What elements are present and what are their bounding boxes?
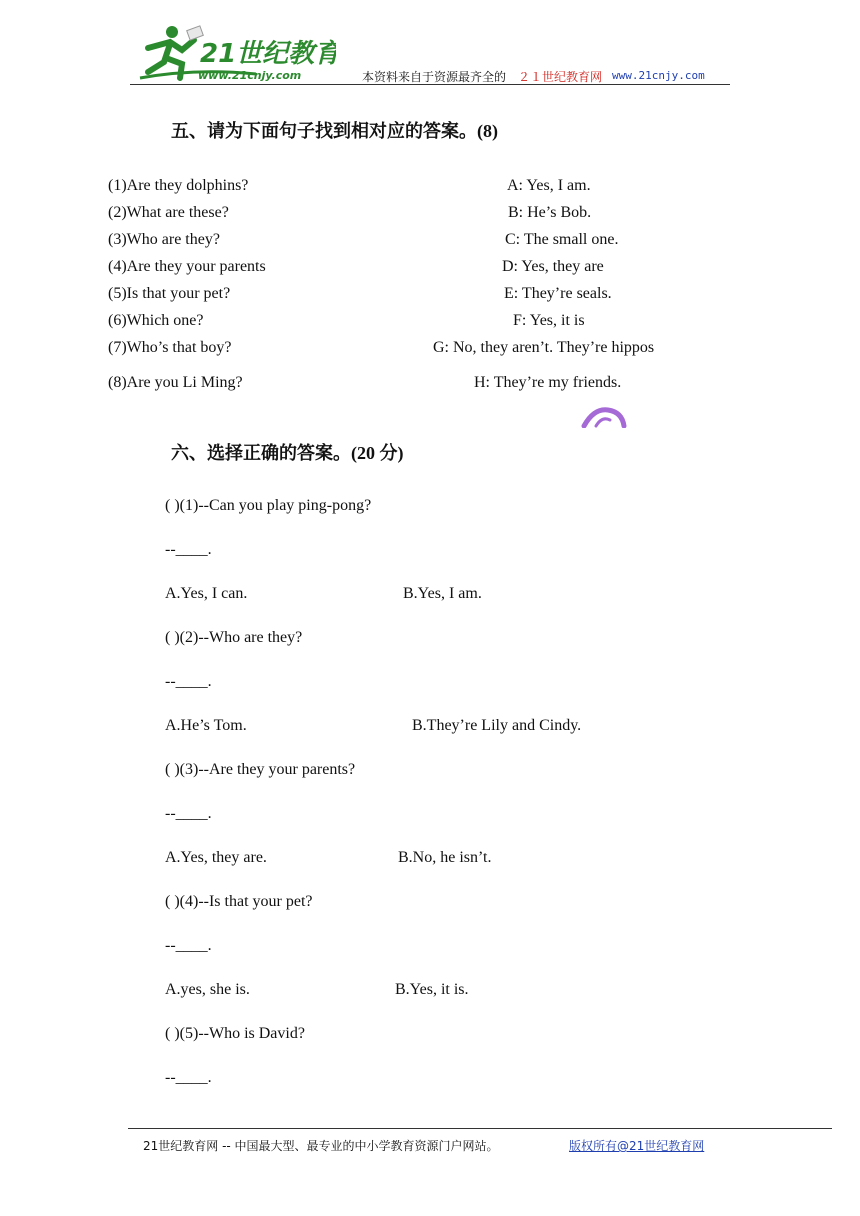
section5-title: 五、请为下面句子找到相对应的答案。(8) bbox=[171, 121, 498, 141]
s6-reply-blank: --____. bbox=[165, 673, 212, 690]
decorative-swirl-icon bbox=[580, 404, 628, 428]
s5-question: (5)Is that your pet? bbox=[108, 285, 231, 302]
header-source-site: ２１世纪教育网 bbox=[518, 70, 603, 84]
header-source-url[interactable]: www.21cnjy.com bbox=[612, 69, 705, 82]
s6-option-a: A.Yes, they are. bbox=[165, 849, 267, 866]
s5-question: (7)Who’s that boy? bbox=[108, 339, 232, 356]
s6-option-a: A.He’s Tom. bbox=[165, 717, 247, 734]
s5-answer: A: Yes, I am. bbox=[507, 177, 591, 194]
s5-answer: C: The small one. bbox=[505, 231, 619, 248]
s6-option-b: B.They’re Lily and Cindy. bbox=[412, 717, 582, 734]
s6-reply-blank: --____. bbox=[165, 541, 212, 558]
section6-title: 六、选择正确的答案。(20 分) bbox=[171, 443, 404, 463]
logo-url: www.21cnjy.com bbox=[198, 69, 302, 82]
s6-option-b: B.Yes, I am. bbox=[403, 585, 482, 602]
s5-answer: G: No, they aren’t. They’re hippos bbox=[433, 339, 655, 356]
s6-option-b: B.No, he isn’t. bbox=[398, 849, 492, 866]
s6-option-a: A.yes, she is. bbox=[165, 981, 250, 998]
s5-question: (3)Who are they? bbox=[108, 231, 220, 248]
site-logo bbox=[136, 22, 336, 84]
s5-answer: B: He’s Bob. bbox=[508, 204, 592, 221]
footer-copyright-link[interactable]: 版权所有@21世纪教育网 bbox=[569, 1139, 705, 1153]
s6-question: ( )(2)--Who are they? bbox=[165, 629, 303, 646]
s6-reply-blank: --____. bbox=[165, 805, 212, 822]
logo-text: 21世纪教育 bbox=[200, 39, 336, 69]
s5-answer: H: They’re my friends. bbox=[474, 374, 622, 391]
s6-question: ( )(4)--Is that your pet? bbox=[165, 893, 313, 910]
s6-reply-blank: --____. bbox=[165, 937, 212, 954]
s5-answer: E: They’re seals. bbox=[504, 285, 612, 302]
s6-option-b: B.Yes, it is. bbox=[395, 981, 469, 998]
s5-question: (8)Are you Li Ming? bbox=[108, 374, 243, 391]
s5-question: (6)Which one? bbox=[108, 312, 204, 329]
s5-answer: F: Yes, it is bbox=[513, 312, 585, 329]
s5-question: (2)What are these? bbox=[108, 204, 229, 221]
s5-question: (4)Are they your parents bbox=[108, 258, 266, 275]
s5-answer: D: Yes, they are bbox=[502, 258, 604, 275]
runner-logo-icon bbox=[136, 22, 336, 84]
s5-question: (1)Are they dolphins? bbox=[108, 177, 249, 194]
header-source-prefix: 本资料来自于资源最齐全的 bbox=[362, 70, 507, 84]
footer-description: 21世纪教育网 -- 中国最大型、最专业的中小学教育资源门户网站。 bbox=[143, 1139, 499, 1153]
s6-question: ( )(1)--Can you play ping-pong? bbox=[165, 497, 372, 514]
s6-reply-blank: --____. bbox=[165, 1069, 212, 1086]
s6-option-a: A.Yes, I can. bbox=[165, 585, 248, 602]
footer-divider bbox=[128, 1128, 832, 1129]
s6-question: ( )(5)--Who is David? bbox=[165, 1025, 305, 1042]
header-divider bbox=[130, 84, 730, 85]
s6-question: ( )(3)--Are they your parents? bbox=[165, 761, 356, 778]
